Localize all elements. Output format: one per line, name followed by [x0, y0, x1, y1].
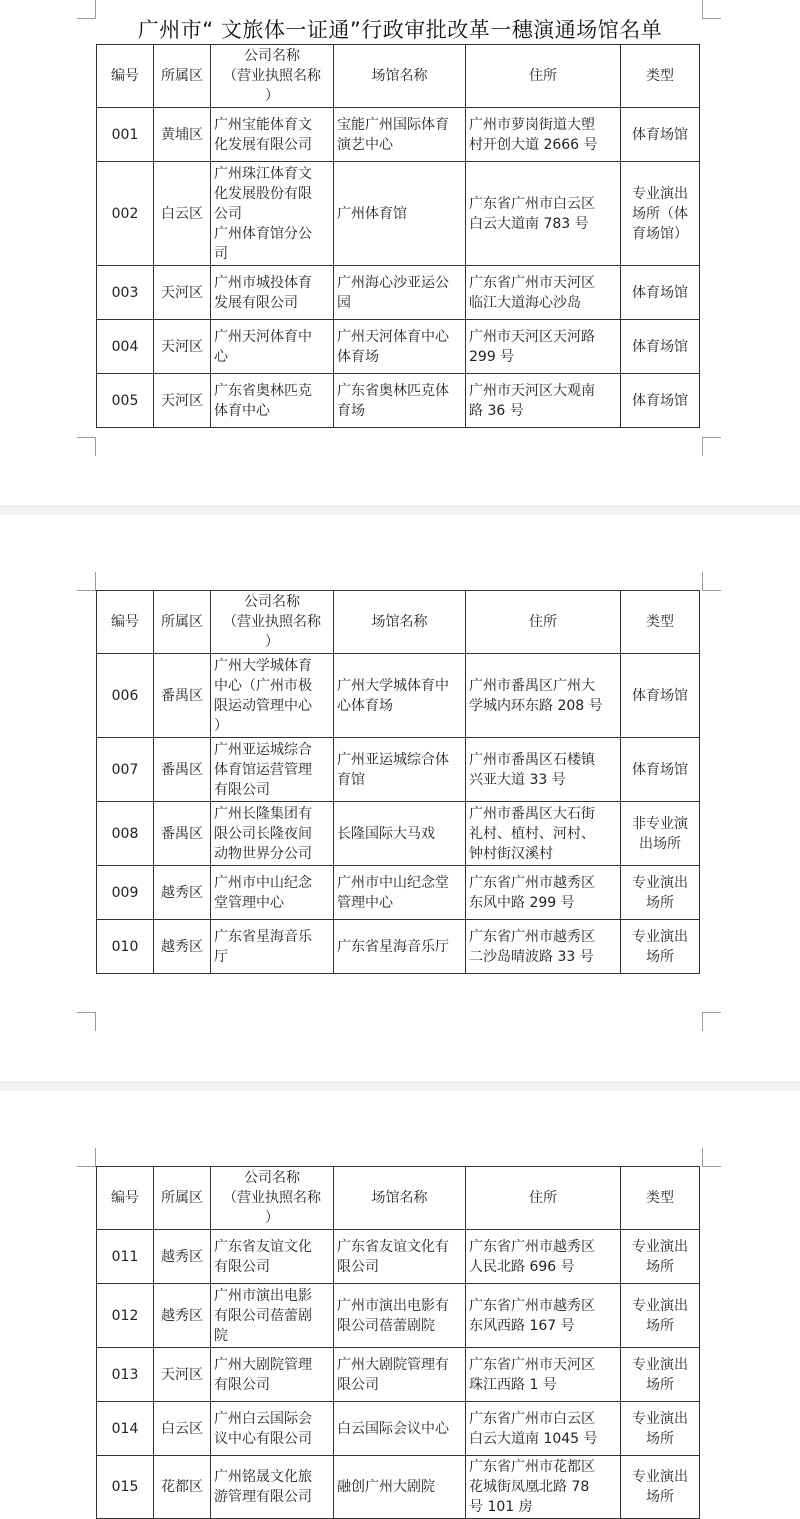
header-company-text: （营业执照名称	[223, 614, 321, 630]
cell-address-line: 广东省广州市越秀区	[469, 1238, 595, 1255]
header-type-text: 类型	[646, 614, 674, 630]
table-row	[97, 320, 700, 374]
header-district-text: 所属区	[161, 68, 203, 84]
cell-type-line: 场所	[646, 1489, 674, 1505]
cell-number: 010	[97, 920, 154, 974]
cell-address-line: 299 号	[469, 348, 515, 365]
cell-type	[621, 802, 700, 866]
cell-address	[466, 866, 621, 920]
header-company-text: ）	[265, 634, 279, 650]
cell-company	[211, 654, 334, 738]
cell-address	[466, 162, 621, 266]
cell-company	[211, 320, 334, 374]
cell-venue	[334, 1402, 466, 1456]
table-row	[97, 162, 700, 266]
cell-type	[621, 266, 700, 320]
cell-company	[211, 738, 334, 802]
cell-company-line: 堂管理中心	[214, 894, 284, 911]
cell-address	[466, 1456, 621, 1519]
cell-type-line: 体育场馆	[632, 284, 688, 301]
cell-address-line: 广东省广州市越秀区	[469, 874, 595, 891]
page-corner-mark	[77, 1148, 96, 1167]
header-venue-text: 场馆名称	[371, 68, 428, 84]
cell-district: 越秀区	[154, 1230, 211, 1284]
cell-address-line: 珠江西路 1 号	[469, 1376, 557, 1393]
cell-district: 白云区	[154, 162, 211, 266]
venue-table	[96, 44, 700, 428]
cell-type-line: 场所	[646, 1430, 674, 1447]
header-company-text: ）	[265, 88, 279, 104]
cell-company-line: 化发展有限公司	[214, 136, 312, 153]
cell-address	[466, 1402, 621, 1456]
cell-venue	[334, 320, 466, 374]
cell-venue-line: 广州海心沙亚运公	[337, 274, 449, 291]
header-company-text: ）	[265, 1210, 279, 1226]
header-type	[621, 1167, 700, 1230]
header-venue-text: 场馆名称	[371, 1190, 428, 1206]
header-company-text: 公司名称	[244, 594, 300, 610]
cell-company	[211, 1230, 334, 1284]
cell-venue	[334, 374, 466, 428]
table-row	[97, 1402, 700, 1456]
cell-number: 004	[97, 320, 154, 374]
page-gap	[0, 1081, 800, 1091]
cell-company-line: 广州亚运城综合	[214, 741, 312, 758]
cell-venue-line: 广州亚运城综合体	[337, 751, 449, 768]
cell-type	[621, 654, 700, 738]
cell-company-line: 限公司长隆夜间	[214, 825, 312, 842]
cell-company-line: 发展有限公司	[214, 294, 298, 311]
header-company-text: 公司名称	[244, 1170, 300, 1186]
cell-district: 天河区	[154, 320, 211, 374]
cell-type-line: 场所	[646, 948, 674, 965]
cell-venue-line: 园	[337, 294, 351, 311]
cell-company-line: 院	[214, 1327, 228, 1344]
cell-company-line: 广州市演出电影	[214, 1287, 312, 1304]
cell-address	[466, 1230, 621, 1284]
cell-company-line: 广州宝能体育文	[214, 116, 312, 133]
cell-number: 009	[97, 866, 154, 920]
cell-type-line: 专业演出	[632, 1469, 688, 1485]
cell-venue	[334, 266, 466, 320]
cell-address	[466, 654, 621, 738]
cell-address-line: 东风西路 167 号	[469, 1317, 575, 1334]
cell-company	[211, 1402, 334, 1456]
cell-type-line: 专业演出	[632, 185, 688, 202]
cell-type-line: 体育场馆	[632, 392, 688, 409]
cell-address-line: 广东省广州市白云区	[469, 1410, 595, 1427]
header-district	[154, 1167, 211, 1230]
cell-district: 番禺区	[154, 738, 211, 802]
cell-company-line: 有限公司	[214, 1376, 270, 1393]
cell-district: 天河区	[154, 374, 211, 428]
cell-company-line: 广州白云国际会	[214, 1410, 312, 1427]
cell-address-line: 广州市天河区天河路	[469, 328, 595, 345]
cell-company	[211, 162, 334, 266]
cell-venue	[334, 1348, 466, 1402]
cell-company-line: 动物世界分公司	[214, 845, 312, 862]
cell-address-line: 人民北路 696 号	[469, 1258, 575, 1275]
cell-venue	[334, 802, 466, 866]
header-company-text: （营业执照名称	[223, 68, 321, 84]
cell-type	[621, 1348, 700, 1402]
cell-venue	[334, 162, 466, 266]
header-type	[621, 45, 700, 108]
cell-type-line: 专业演出	[632, 928, 688, 945]
header-venue	[334, 45, 466, 108]
cell-company-line: 广州珠江体育文	[214, 165, 312, 182]
page-gap	[0, 505, 800, 515]
header-num	[97, 591, 154, 654]
cell-company-line: 广州市城投体育	[214, 274, 312, 291]
cell-company-line: 广东省友谊文化	[214, 1238, 312, 1255]
cell-company	[211, 1348, 334, 1402]
document-title: 广州市“ 文旅体一证通”行政审批改革一穗演通场馆名单	[137, 18, 663, 42]
page-corner-mark	[77, 1012, 96, 1031]
cell-venue-line: 限公司	[337, 1376, 379, 1393]
table-header-row	[97, 591, 700, 654]
table-row	[97, 108, 700, 162]
cell-type-line: 场所（体	[632, 205, 688, 222]
cell-type-line: 体育场馆	[632, 338, 688, 355]
cell-venue-line: 广州大剧院管理有	[337, 1356, 449, 1373]
cell-address-line: 礼村、植村、河村、	[469, 825, 595, 842]
cell-number: 013	[97, 1348, 154, 1402]
header-company	[211, 1167, 334, 1230]
header-district-text: 所属区	[161, 614, 203, 630]
cell-venue-line: 限公司蓓蕾剧院	[337, 1317, 435, 1334]
cell-venue	[334, 920, 466, 974]
cell-number: 002	[97, 162, 154, 266]
header-address-text: 住所	[529, 68, 557, 84]
cell-district: 越秀区	[154, 1284, 211, 1348]
cell-venue	[334, 1284, 466, 1348]
cell-address-line: 二沙岛晴波路 33 号	[469, 948, 594, 965]
cell-type-line: 非专业演	[632, 815, 688, 832]
cell-company-line: 广州大剧院管理	[214, 1356, 312, 1373]
cell-company-line: 广州长隆集团有	[214, 805, 312, 822]
venue-table	[96, 1166, 700, 1519]
header-address	[466, 45, 621, 108]
cell-venue-line: 广州大学城体育中	[337, 677, 449, 694]
cell-address-line: 花城街凤凰北路 78	[469, 1479, 590, 1495]
cell-number: 012	[97, 1284, 154, 1348]
cell-number: 014	[97, 1402, 154, 1456]
cell-company-line: 中心（广州市极	[214, 677, 312, 694]
cell-company-line: 司	[214, 245, 228, 262]
cell-district: 番禺区	[154, 802, 211, 866]
cell-company-line: 有限公司蓓蕾剧	[214, 1307, 312, 1324]
cell-address-line: 临江大道海心沙岛	[469, 294, 581, 311]
cell-type	[621, 108, 700, 162]
page-corner-mark	[702, 1148, 721, 1167]
cell-address-line: 广东省广州市天河区	[469, 274, 595, 291]
cell-company	[211, 920, 334, 974]
cell-type-line: 体育场馆	[632, 126, 688, 143]
cell-venue-line: 心体育场	[337, 697, 393, 714]
table-row	[97, 866, 700, 920]
cell-venue-line: 体育场	[337, 348, 379, 365]
cell-district: 越秀区	[154, 866, 211, 920]
cell-company	[211, 1284, 334, 1348]
cell-type-line: 场所	[646, 894, 674, 911]
cell-address	[466, 1348, 621, 1402]
cell-address-line: 路 36 号	[469, 402, 524, 419]
cell-address-line: 广州市番禺区石楼镇	[469, 751, 595, 768]
cell-company	[211, 266, 334, 320]
cell-company-line: 有限公司	[214, 1258, 270, 1275]
page-corner-mark	[77, 572, 96, 591]
header-company	[211, 45, 334, 108]
table-header-row	[97, 1167, 700, 1230]
cell-company-line: 厅	[214, 948, 228, 965]
header-district	[154, 45, 211, 108]
cell-venue	[334, 1456, 466, 1519]
cell-venue	[334, 738, 466, 802]
cell-type	[621, 738, 700, 802]
cell-company-line: 有限公司	[214, 781, 270, 798]
cell-number: 006	[97, 654, 154, 738]
cell-type-line: 专业演出	[632, 1238, 688, 1255]
cell-company-line: 广州铭晟文化旅	[214, 1469, 312, 1485]
cell-venue-line: 融创广州大剧院	[337, 1479, 435, 1495]
header-district	[154, 591, 211, 654]
header-type	[621, 591, 700, 654]
table-row	[97, 1284, 700, 1348]
cell-company-line: 广州天河体育中	[214, 328, 312, 345]
cell-venue-line: 演艺中心	[337, 136, 393, 153]
table-row	[97, 266, 700, 320]
cell-address-line: 东风中路 299 号	[469, 894, 575, 911]
cell-venue-line: 长隆国际大马戏	[337, 825, 435, 842]
cell-venue-line: 宝能广州国际体育	[337, 116, 449, 133]
venue-table	[96, 590, 700, 974]
cell-venue-line: 白云国际会议中心	[337, 1420, 449, 1437]
cell-type	[621, 1230, 700, 1284]
page-corner-mark	[702, 1012, 721, 1031]
cell-company	[211, 108, 334, 162]
cell-venue-line: 广州体育馆	[337, 205, 407, 222]
cell-company-line: 广东省奥林匹克	[214, 382, 312, 399]
header-address-text: 住所	[529, 614, 557, 630]
cell-address	[466, 320, 621, 374]
header-type-text: 类型	[646, 1190, 674, 1206]
cell-venue-line: 广州市演出电影有	[337, 1297, 449, 1314]
cell-type	[621, 374, 700, 428]
header-address	[466, 1167, 621, 1230]
cell-venue-line: 广东省友谊文化有	[337, 1238, 449, 1255]
cell-district: 花都区	[154, 1456, 211, 1519]
cell-type-line: 场所	[646, 1376, 674, 1393]
page-corner-mark	[702, 437, 721, 456]
cell-type	[621, 1402, 700, 1456]
cell-venue-line: 管理中心	[337, 894, 393, 911]
cell-company-line: 体育馆运营管理	[214, 761, 312, 778]
cell-address-line: 钟村街汉溪村	[469, 845, 553, 862]
table-row	[97, 738, 700, 802]
cell-company	[211, 374, 334, 428]
cell-company-line: 广州市中山纪念	[214, 874, 312, 891]
cell-address	[466, 374, 621, 428]
table-row	[97, 374, 700, 428]
cell-company-line: 心	[214, 348, 228, 365]
cell-venue-line: 广州天河体育中心	[337, 328, 449, 345]
cell-company	[211, 866, 334, 920]
cell-venue-line: 广东省奥林匹克体	[337, 382, 449, 399]
cell-address-line: 广州市番禺区广州大	[469, 677, 595, 694]
cell-address-line: 广州市萝岗街道大塱	[469, 116, 595, 133]
cell-type-line: 出场所	[639, 835, 681, 852]
cell-number: 005	[97, 374, 154, 428]
cell-company-line: ）	[214, 717, 228, 734]
cell-address-line: 广东省广州市天河区	[469, 1356, 595, 1373]
header-num-text: 编号	[111, 1190, 139, 1206]
cell-company-line: 体育中心	[214, 402, 270, 419]
header-district-text: 所属区	[161, 1190, 203, 1206]
cell-number: 015	[97, 1456, 154, 1519]
header-type-text: 类型	[646, 68, 674, 84]
cell-type-line: 场所	[646, 1317, 674, 1334]
cell-address	[466, 802, 621, 866]
cell-company-line: 化发展股份有限	[214, 185, 312, 202]
header-venue	[334, 591, 466, 654]
cell-address-line: 广东省广州市越秀区	[469, 928, 595, 945]
cell-district: 天河区	[154, 266, 211, 320]
cell-address-line: 兴亚大道 33 号	[469, 771, 566, 788]
cell-type-line: 体育场馆	[632, 687, 688, 704]
cell-type	[621, 162, 700, 266]
table-row	[97, 1348, 700, 1402]
cell-company-line: 议中心有限公司	[214, 1430, 312, 1447]
cell-company-line: 广州大学城体育	[214, 657, 312, 674]
cell-venue	[334, 108, 466, 162]
table-row	[97, 1456, 700, 1519]
cell-venue-line: 广州市中山纪念堂	[337, 874, 449, 891]
header-company	[211, 591, 334, 654]
cell-type-line: 专业演出	[632, 1410, 688, 1427]
cell-type-line: 专业演出	[632, 874, 688, 891]
cell-company-line: 公司	[214, 205, 242, 222]
cell-type-line: 育场馆）	[632, 225, 688, 242]
cell-type	[621, 866, 700, 920]
cell-number: 008	[97, 802, 154, 866]
cell-type-line: 场所	[646, 1258, 674, 1275]
cell-address-line: 白云大道南 1045 号	[469, 1430, 598, 1447]
cell-type-line: 体育场馆	[632, 761, 688, 778]
cell-number: 007	[97, 738, 154, 802]
header-num-text: 编号	[111, 614, 139, 630]
cell-type	[621, 1284, 700, 1348]
cell-address-line: 广东省广州市白云区	[469, 195, 595, 212]
cell-address	[466, 1284, 621, 1348]
header-num-text: 编号	[111, 68, 139, 84]
cell-company-line: 限运动管理中心	[214, 697, 312, 714]
header-venue	[334, 1167, 466, 1230]
cell-address-line: 广州市番禺区大石街	[469, 805, 595, 822]
cell-company-line: 广州体育馆分公	[214, 225, 312, 242]
cell-address-line: 广州市天河区大观南	[469, 382, 595, 399]
cell-address	[466, 920, 621, 974]
cell-venue	[334, 654, 466, 738]
cell-company-line: 游管理有限公司	[214, 1489, 312, 1505]
cell-venue	[334, 1230, 466, 1284]
cell-address-line: 广东省广州市花都区	[469, 1459, 595, 1475]
header-num	[97, 1167, 154, 1230]
cell-type	[621, 920, 700, 974]
cell-type-line: 专业演出	[632, 1356, 688, 1373]
header-address	[466, 591, 621, 654]
cell-venue-line: 育场	[337, 402, 365, 419]
header-num	[97, 45, 154, 108]
cell-number: 011	[97, 1230, 154, 1284]
cell-address	[466, 108, 621, 162]
cell-company	[211, 802, 334, 866]
cell-venue-line: 限公司	[337, 1258, 379, 1275]
cell-district: 越秀区	[154, 920, 211, 974]
cell-venue	[334, 866, 466, 920]
cell-company	[211, 1456, 334, 1519]
cell-venue-line: 广东省星海音乐厅	[337, 938, 449, 955]
page-corner-mark	[702, 572, 721, 591]
cell-type	[621, 320, 700, 374]
cell-type	[621, 1456, 700, 1519]
cell-address-line: 白云大道南 783 号	[469, 215, 589, 232]
page-corner-mark	[77, 437, 96, 456]
table-row	[97, 920, 700, 974]
cell-address	[466, 738, 621, 802]
header-company-text: （营业执照名称	[223, 1190, 321, 1206]
header-company-text: 公司名称	[244, 48, 300, 64]
header-address-text: 住所	[529, 1190, 557, 1206]
cell-address-line: 学城内环东路 208 号	[469, 697, 603, 714]
cell-district: 番禺区	[154, 654, 211, 738]
cell-address	[466, 266, 621, 320]
cell-venue-line: 育馆	[337, 771, 365, 788]
cell-number: 003	[97, 266, 154, 320]
cell-type-line: 专业演出	[632, 1297, 688, 1314]
table-header-row	[97, 45, 700, 108]
cell-address-line: 广东省广州市越秀区	[469, 1297, 595, 1314]
cell-district: 天河区	[154, 1348, 211, 1402]
cell-company-line: 广东省星海音乐	[214, 928, 312, 945]
table-row	[97, 1230, 700, 1284]
table-row	[97, 654, 700, 738]
cell-address-line: 村开创大道 2666 号	[469, 136, 598, 153]
cell-address-line: 号 101 房	[469, 1499, 533, 1515]
header-venue-text: 场馆名称	[371, 614, 428, 630]
cell-district: 白云区	[154, 1402, 211, 1456]
cell-number: 001	[97, 108, 154, 162]
cell-district: 黄埔区	[154, 108, 211, 162]
table-row	[97, 802, 700, 866]
